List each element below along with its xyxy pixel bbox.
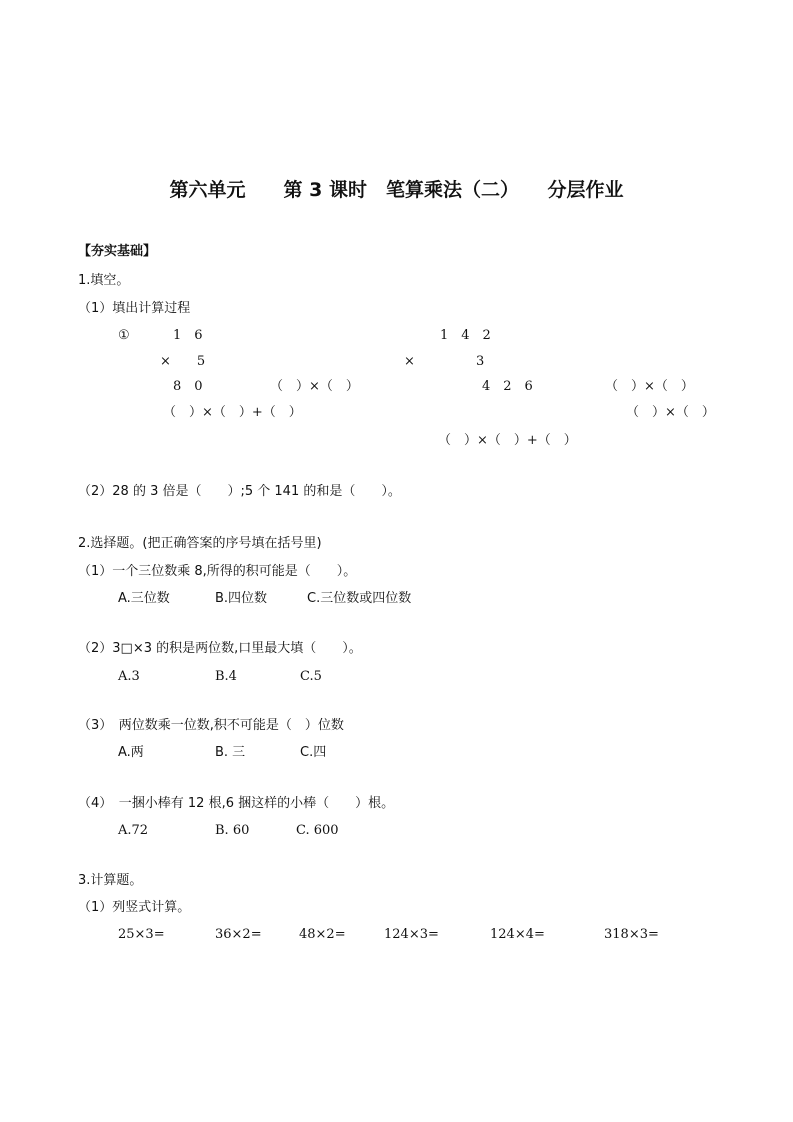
calc-expression: 36×2= <box>215 927 262 942</box>
right-calc-partial-note-1: （ ）×（ ） <box>605 379 694 394</box>
right-calc-times-symbol: × <box>404 354 415 369</box>
q2-item-3-question: （3） 两位数乘一位数,积不可能是（ ）位数 <box>78 718 344 733</box>
q3-sub1-instruction: （1）列竖式计算。 <box>78 900 191 915</box>
section-heading: 【夯实基础】 <box>78 244 157 259</box>
q3-heading: 3.计算题。 <box>78 873 143 888</box>
option-a: A.两 <box>118 745 144 760</box>
option-c: C.5 <box>300 669 322 684</box>
option-c: C. 600 <box>296 823 339 838</box>
option-b: B. 60 <box>215 823 250 838</box>
right-calc-sum-note: （ ）×（ ）+（ ） <box>438 433 577 448</box>
option-c: C.四 <box>300 745 327 760</box>
right-calc-partial-note-2: （ ）×（ ） <box>626 405 715 420</box>
option-a: A.3 <box>118 669 140 684</box>
left-calc-partial-note: （ ）×（ ） <box>270 379 359 394</box>
calc-expression: 25×3= <box>118 927 165 942</box>
circle-one-marker: ① <box>118 328 130 343</box>
q2-item-1-question: （1）一个三位数乘 8,所得的积可能是（ ）。 <box>78 564 357 579</box>
left-calc-multiplier-row: × 5 <box>160 354 206 369</box>
option-b: B. 三 <box>215 745 246 760</box>
q1-sub2-question: （2）28 的 3 倍是（ ）;5 个 141 的和是（ ）。 <box>78 484 401 499</box>
option-c: C.三位数或四位数 <box>307 591 412 606</box>
calc-expression: 48×2= <box>299 927 346 942</box>
calc-expression: 124×4= <box>490 927 545 942</box>
right-calc-multiplier: 3 <box>476 354 485 369</box>
left-calc-sum-note: （ ）×（ ）+（ ） <box>163 405 302 420</box>
option-a: A.三位数 <box>118 591 170 606</box>
q1-sub1-instruction: （1）填出计算过程 <box>78 301 191 316</box>
option-b: B.4 <box>215 669 237 684</box>
q1-heading: 1.填空。 <box>78 273 130 288</box>
left-calc-partial-product: 8 0 <box>173 379 203 394</box>
calc-expression: 124×3= <box>384 927 439 942</box>
option-b: B.四位数 <box>215 591 268 606</box>
q2-item-2-question: （2）3□×3 的积是两位数,口里最大填（ ）。 <box>78 641 362 656</box>
q2-item-4-question: （4） 一捆小棒有 12 根,6 捆这样的小棒（ ）根。 <box>78 796 395 811</box>
calc-expression: 318×3= <box>604 927 659 942</box>
right-calc-partial-product: 4 2 6 <box>482 379 533 394</box>
left-calc-multiplicand: 1 6 <box>173 328 203 343</box>
q2-heading: 2.选择题。(把正确答案的序号填在括号里) <box>78 536 322 551</box>
right-calc-multiplicand: 1 4 2 <box>440 328 491 343</box>
option-a: A.72 <box>118 823 149 838</box>
page-title: 第六单元 第 3 课时 笔算乘法（二） 分层作业 <box>169 179 624 201</box>
